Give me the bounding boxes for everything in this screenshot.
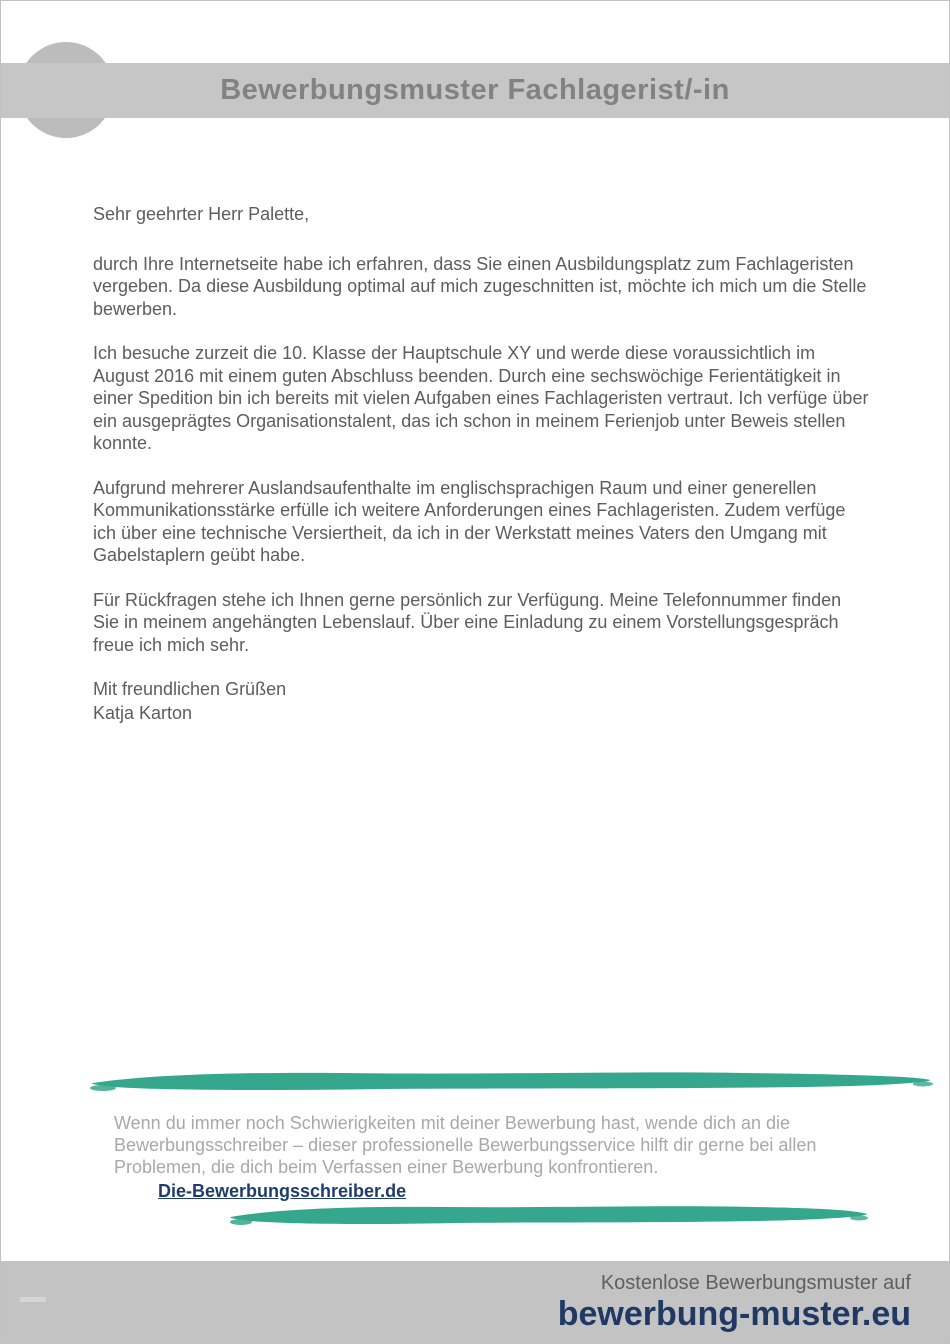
letter-body (93, 203, 871, 724)
title-banner (1, 63, 949, 118)
footer-site-name: bewerbung-muster.eu (557, 1295, 911, 1333)
brush-stroke-bottom (225, 1200, 873, 1228)
letter-paragraph: durch Ihre Internetseite habe ich erfahren, dass Sie einen Ausbildungsplatz zum Fachlageristen vergeben. Da diese Ausbildung optimal auf mich zugeschnitten ist, möchte ich mich um die Stelle bewerben. (93, 253, 867, 319)
closing-line: Mit freundlichen Grüßen (93, 679, 287, 699)
letter-paragraph: Ich besuche zurzeit die 10. Klasse der Hauptschule XY und werde diese voraussichtlich im August 2016 mit einem guten Abschluss beenden. Durch eine sechswöchige Ferientätigkeit in einer Spedition bin ich bereits mit vielen Aufgaben eines Fachlageristen vertraut. Ich verfüge über ein ausgeprägtes Organisationstalent, das ich schon in meinem Ferienjob unter Beweis stellen konnte. (93, 343, 869, 453)
letter-paragraph: Aufgrund mehrerer Auslandsaufenthalte im englischsprachigen Raum und einer generellen Kommunikationsstärke erfülle ich weitere Anforderungen eines Fachlageristen. Zudem verfüge ich über eine technische Versiertheit, da ich in der Werkstatt meines Vaters den Umgang mit Gabelstaplern geübt habe. (93, 477, 846, 565)
promo-text: Wenn du immer noch Schwierigkeiten mit deiner Bewerbung hast, wende dich an die Bewerbungsschreiber – dieser professionelle Bewerbungsservice hilft dir gerne bei allen Problemen, die dich beim Verfassen einer Bewerbung konfrontieren. (114, 1113, 817, 1177)
brush-stroke-top (85, 1067, 937, 1093)
footer-mark (20, 1297, 46, 1302)
promo-link[interactable]: Die-Bewerbungsschreiber.de (158, 1181, 407, 1201)
footer (1, 1261, 949, 1343)
page-title: Bewerbungsmuster Fachlagerist/-in (220, 74, 730, 106)
letter-paragraph: Für Rückfragen stehe ich Ihnen gerne persönlich zur Verfügung. Meine Telefonnummer finden Sie in meinem angehängten Lebenslauf. Über eine Einladung zu einem Vorstellungsgespräch freue ich mich sehr. (93, 589, 842, 655)
footer-tagline: Kostenlose Bewerbungsmuster auf (600, 1272, 911, 1294)
signature-name: Katja Karton (93, 702, 193, 723)
salutation: Sehr geehrter Herr Palette, (93, 204, 310, 224)
